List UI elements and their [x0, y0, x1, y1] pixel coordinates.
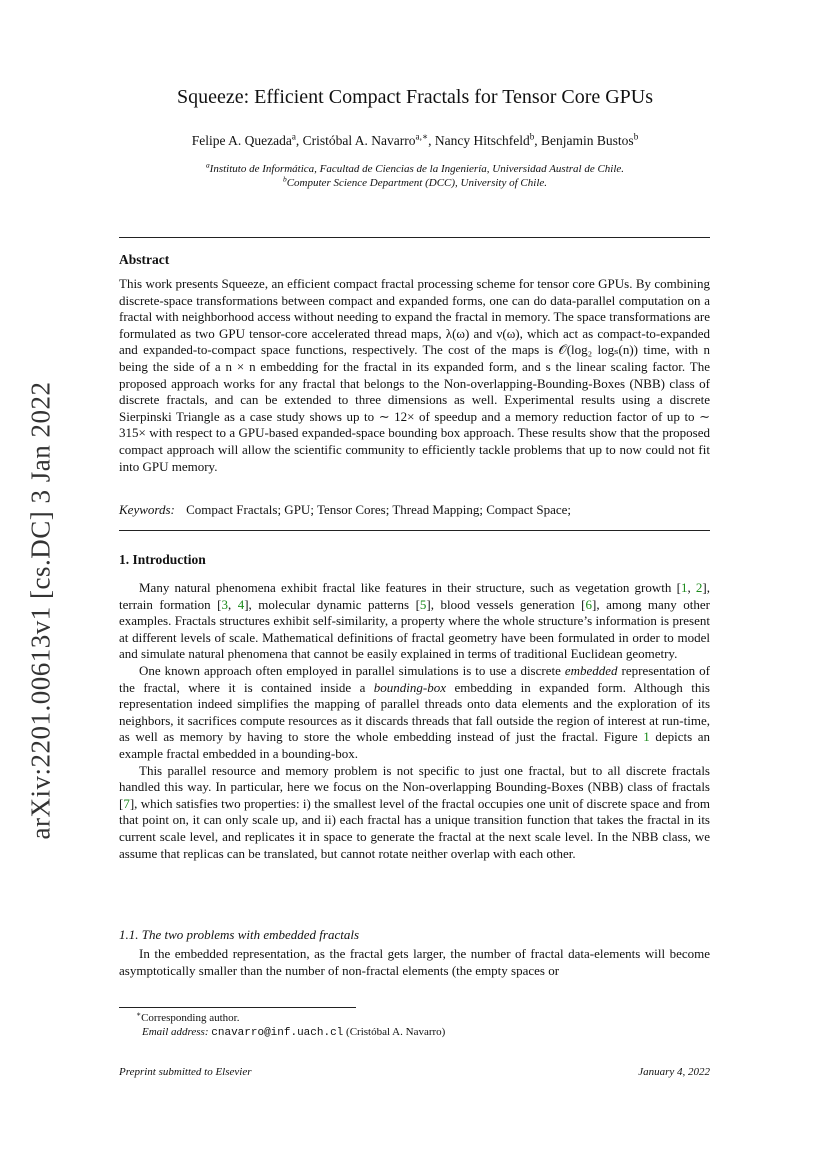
introduction-body [119, 580, 710, 862]
body-text: ], molecular dynamic patterns [ [244, 596, 420, 612]
author-list: Felipe A. Quezada$^a$, Cristóbal A. Navarro$^{a,∗}$, Nancy Hitschfeld$^b$, Benjamin Bustos$^b$ [191, 131, 639, 148]
section-heading-introduction: 1. Introduction [119, 552, 206, 567]
arxiv-identifier-text: arXiv:2201.00613v1 [cs.DC] 3 Jan 2022 [25, 381, 56, 840]
top-divider [119, 237, 710, 238]
abstract-heading: Abstract [119, 252, 170, 267]
body-text: This parallel resource and memory problem is not specific to just one fractal, but to all discrete fractals handled this way. In particular, here we focus on the Non-overlapping Bounding-Boxes (NBB) class of fractals [ [119, 762, 710, 811]
citation-link[interactable]: 5 [419, 596, 427, 612]
footer-date: January 4, 2022 [638, 1066, 710, 1078]
body-text: , [687, 580, 696, 595]
abstract-body [119, 276, 710, 475]
author-3: Nancy Hitschfeld$^b$ [434, 131, 535, 148]
subsection-heading: 1.1. The two problems with embedded fractals [119, 927, 360, 942]
keywords-label: Keywords: [119, 502, 175, 517]
author-2: Cristóbal A. Navarro$^{a,∗}$ [302, 131, 429, 148]
emphasis-text: bounding-box [373, 679, 447, 695]
subsection-paragraph-1: In the embedded representation, as the fractal gets larger, the number of fractal data-elements will become asymptotically smaller than the number of non-fractal elements (the empty spaces or [119, 946, 710, 978]
abstract-text: This work presents Squeeze, an efficient compact fractal processing scheme for tensor core GPUs. By combining discrete-space transformations between compact and expanded forms, one can do data-parallel computation on a fractal with neighborhood access without needing to expand the fractal in memory. The space transformations are formulated as two GPU tensor-core accelerated thread maps, λ(ω) and ν(ω), which act as compact-to-expanded and expanded-to-compact space functions, respectively. The cost of the maps is 𝒪(log₂ logₛ(n)) time, with n being the side of a n × n embedding for the fractal in its expanded form, and s the linear scaling factor. The proposed approach works for any fractal that belongs to the Non-overlapping-Bounding-Boxes (NBB) class of discrete fractals, and can be extended to three dimensions as well. Experimental results using a discrete Sierpinski Triangle as a case study shows up to ∼ 12× of speedup and a memory reduction factor of up to ∼ 315× with respect to a GPU-based expanded-space bounding box approach. These results show that the proposed compact approach will allow the scientific community to efficiently tackle problems that up to now could not fit into GPU memory. [119, 276, 710, 474]
citation-link[interactable]: 7 [123, 795, 130, 811]
author-4: Benjamin Bustos$^b$ [541, 131, 639, 148]
affiliation-a: $^a$Instituto de Informática, Facultad de Ciencias de la Ingeniería, Universidad Austral de Chile. [205, 160, 625, 175]
paper-title: Squeeze: Efficient Compact Fractals for Tensor Core GPUs [176, 86, 654, 108]
body-text: , [227, 596, 238, 612]
citation-link[interactable]: 2 [695, 580, 703, 595]
footnote-rule [119, 1007, 356, 1008]
body-text: ], among many other examples. Fractals structures exhibit self-similarity, a property where the whole structure’s information is present at different levels of scale. Mathematical definitions of fractal geometry have been formulated in order to model and simulate natural phenomena that cannot be easily explained in terms of traditional Euclidean geometry. [119, 596, 710, 662]
affiliation-b: $^b$Computer Science Department (DCC), University of Chile. [282, 174, 548, 189]
body-text: ], which satisfies two properties: i) the smallest level of the fractal occupies one unit of discrete space and from that point on, it can only scale up, and ii) each fractal has a unique transition function that takes the fractal in its current scale level, and replicates it in space to generate the fractal at the next scale level. In the NBB class, we assume that replicas can be translated, but cannot rotate neither overlap with each other. [119, 795, 710, 861]
footnote-corresponding: ∗Corresponding author. [136, 1009, 240, 1024]
footnote-email: Email address: cnavarro@inf.uach.cl (Cristóbal A. Navarro) [142, 1026, 446, 1039]
citation-link[interactable]: 4 [237, 596, 245, 612]
body-text: Many natural phenomena exhibit fractal like features in their structure, such as vegetation growth [ [139, 580, 681, 595]
citation-link[interactable]: 1 [643, 729, 650, 745]
emphasis-text: embedded [564, 662, 618, 678]
body-text: depicts an example fractal embedded in a bounding-box. [119, 729, 711, 761]
intro-paragraph-2 [119, 663, 710, 763]
subsection-body [119, 946, 710, 979]
email-link[interactable]: cnavarro@inf.uach.cl [211, 1027, 344, 1039]
intro-paragraph-1 [119, 580, 710, 663]
keywords [119, 502, 710, 519]
citation-link[interactable]: 6 [585, 596, 593, 612]
body-text: ], terrain formation [ [119, 580, 710, 612]
intro-paragraph-3 [119, 763, 710, 863]
body-text: One known approach often employed in parallel simulations is to use a discrete [139, 662, 565, 678]
citation-link[interactable]: 3 [221, 596, 228, 612]
citation-link[interactable]: 1 [680, 580, 688, 595]
body-text: embedding in expanded form. Although this representation indeed simplifies the mapping of parallel threads onto data elements and the exploration of its neighbors, it sacrifices compute resources as it discards threads that fall outside the region of interest at run-time, as well as memory by having to store the whole embedding instead of just the fractal. Figure [119, 679, 710, 745]
author-1: Felipe A. Quezada$^a$ [191, 131, 296, 148]
keywords-text: Compact Fractals; GPU; Tensor Cores; Thread Mapping; Compact Space; [186, 502, 572, 517]
arxiv-identifier [18, 378, 64, 843]
body-text: representation of the fractal, where it is contained inside a [119, 662, 711, 695]
bottom-divider [119, 530, 710, 531]
footer-preprint: Preprint submitted to Elsevier [119, 1066, 252, 1078]
body-text: ], blood vessels generation [ [426, 596, 586, 612]
